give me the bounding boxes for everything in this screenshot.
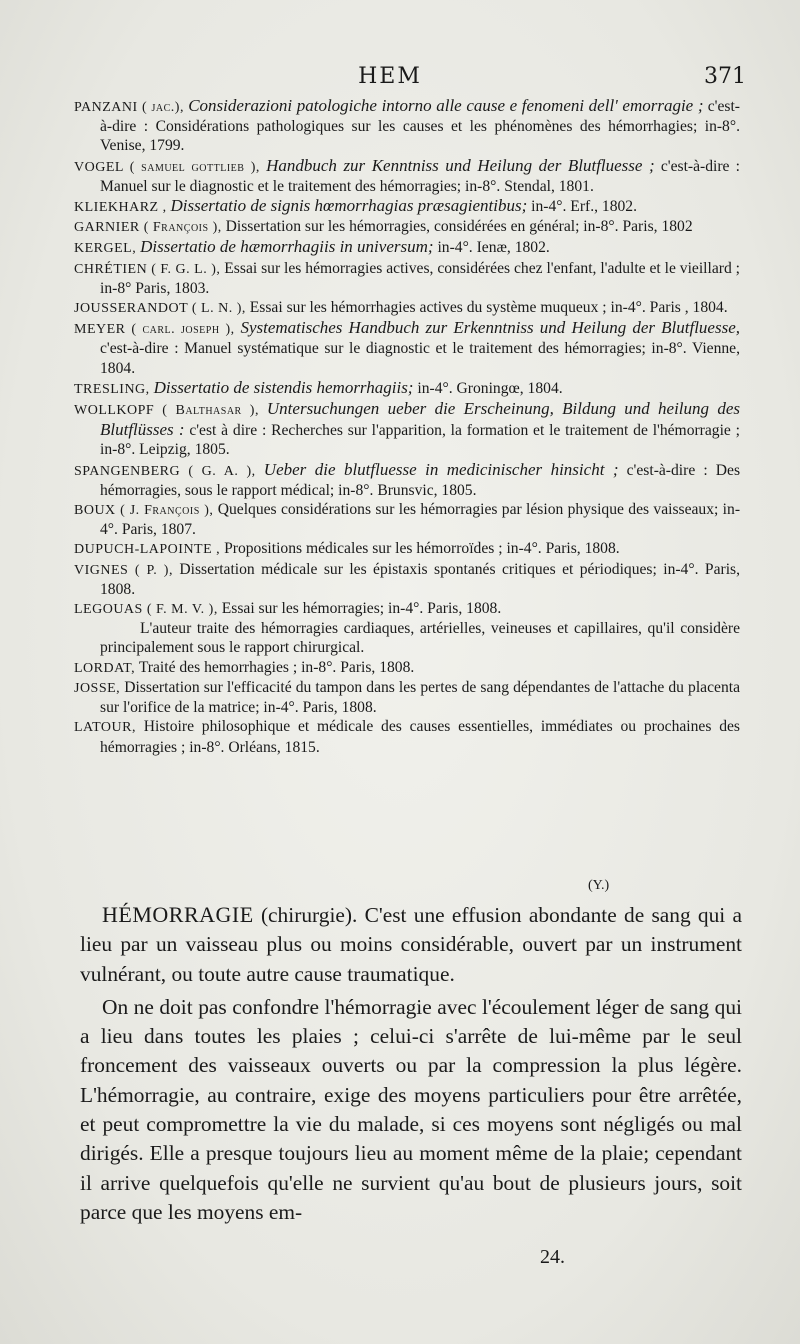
entry-title: Dissertatio de sistendis hemorrhagiis; — [153, 377, 414, 397]
entry-details: c'est-à-dire : Considérations pathologiques sur les causes et les phénomènes des hémorrhagies; in-8°. Venise, 1799. — [100, 98, 740, 155]
bibliography-entry — [74, 259, 740, 298]
page-header — [0, 64, 800, 98]
bibliography-entry — [74, 196, 740, 217]
article-paragraph-text: (chirurgie). C'est une effusion abondante de sang qui a lieu par un vaisseau plus ou moins considérable, ouvert par un instrument vulnérant, ou toute autre cause traumatique. — [80, 903, 742, 986]
bibliography-entry — [74, 378, 740, 399]
entry-author: SPANGENBERG ( G. A. ), — [74, 463, 256, 479]
entry-details: Essai sur les hémorragies actives, considérées chez l'enfant, l'adulte et le vieillard ; in-8° Paris, 1803. — [100, 259, 740, 297]
entry-details: Dissertation médicale sur les épistaxis spontanés critiques et périodiques; in-4°. Paris, 1808. — [100, 560, 740, 598]
entry-author: MEYER ( carl. joseph ), — [74, 322, 235, 338]
article-paragraph — [80, 900, 742, 989]
entry-details: c'est à dire : Recherches sur l'apparition, la formation et le traitement de l'hémorragie ; in-8°. Leipzig, 1805. — [100, 422, 740, 459]
entry-details: c'est-à-dire : Manuel systématique sur le diagnostic et le traitement des hémorragies; in-8°. Vienne, 1804. — [100, 340, 740, 377]
bibliography-entry — [74, 96, 740, 156]
entry-title: Dissertatio de hæmorrhagiis in universum; — [140, 237, 434, 257]
bibliography-comment: L'auteur traite des hémorragies cardiaques, artérielles, veineuses et capillaires, qu'il considère principalement sous le rapport chirurgical. — [100, 620, 740, 657]
bibliography-entry — [74, 237, 740, 258]
entry-author: VOGEL ( samuel gottlieb ), — [74, 159, 260, 175]
bibliography-entry — [74, 156, 740, 196]
entry-details: Propositions médicales sur les hémorroïdes ; in-4°. Paris, 1808. — [224, 540, 620, 558]
bibliography-list — [74, 96, 740, 757]
entry-details: Dissertation sur l'efficacité du tampon dans les pertes de sang dépendantes de l'attache du placenta sur l'orifice de la matrice; in-4°. Paris, 1808. — [100, 678, 740, 717]
entry-author: KLIEKHARZ , — [74, 200, 167, 216]
entry-title: Systematisches Handbuch zur Erkenntniss und Heilung der Blutfluesse, — [240, 318, 741, 338]
entry-details: in-4°. Groningœ, 1804. — [417, 379, 563, 397]
bibliography-entry — [74, 460, 740, 500]
running-head: HEM — [358, 64, 422, 89]
entry-author: WOLLKOPF ( Balthasar ), — [74, 403, 259, 419]
page-number: 371 — [704, 64, 746, 89]
bibliography-entry — [74, 318, 740, 378]
entry-author: GARNIER ( François ), — [74, 220, 222, 236]
entry-details: in-4°. Erf., 1802. — [531, 198, 638, 216]
entry-details: c'est-à-dire : Manuel sur le diagnostic et le traitement des hémorragies; in-8°. Stendal, 1801. — [100, 157, 740, 195]
entry-title: Ueber die blutfluesse in medicinischer hinsicht ; — [263, 459, 619, 479]
article-body — [80, 900, 742, 1227]
bibliography-entry — [74, 599, 740, 619]
entry-title: Handbuch zur Kenntniss und Heilung der Blutfluesse ; — [266, 155, 655, 175]
bibliography-entry — [74, 539, 740, 559]
bibliography-entry — [74, 298, 740, 318]
bibliography-entry — [74, 217, 740, 237]
entry-details: Essai sur les hémorrhagies actives du système muqueux ; in-4°. Paris , 1804. — [249, 299, 728, 317]
entry-author: TRESLING, — [74, 381, 150, 397]
entry-author: JOUSSERANDOT ( L. N. ), — [74, 301, 246, 317]
entry-details: c'est-à-dire : Des hémorragies, sous le rapport médical; in-8°. Brunsvic, 1805. — [100, 461, 741, 499]
entry-title: Untersuchungen ueber die Erscheinung, Bildung und heilung des Blutflüsses : — [100, 399, 740, 440]
entry-title: Dissertatio de signis hœmorrhagias præsagientibus; — [170, 196, 528, 216]
entry-details: Histoire philosophique et médicale des causes essentielles, immédiates ou prochaines des hémorragies ; in-8°. Orléans, 1815. — [100, 718, 740, 756]
entry-author: JOSSE, — [74, 680, 121, 696]
entry-author: VIGNES ( P. ), — [74, 562, 173, 578]
signature-mark: 24. — [540, 1246, 565, 1268]
entry-author: LATOUR, — [74, 720, 136, 736]
bibliography-entry — [74, 658, 740, 678]
entry-author: KERGEL, — [74, 241, 137, 257]
article-paragraph: On ne doit pas confondre l'hémorragie avec l'écoulement léger de sang qui a lieu dans toutes les plaies ; celui-ci s'arrête de lui-même par le seul froncement des vaisseaux ouverts ou par la compression la plus légère. L'hémorragie, au contraire, exige des moyens particuliers pour être arrêtée, et peut compromettre la vie du malade, si ces moyens sont négligés ou mal dirigés. Elle a presque toujours lieu au moment même de la plaie; cependant il arrive quelquefois qu'elle ne survient qu'au bout de plusieurs jours, soit parce que les moyens em- — [80, 994, 742, 1224]
bibliography-entry — [74, 399, 740, 460]
entry-author: DUPUCH-LAPOINTE , — [74, 542, 221, 558]
entry-author: LEGOUAS ( F. M. V. ), — [74, 602, 218, 618]
bibliography-entry — [74, 678, 740, 717]
entry-author: PANZANI ( jac.), — [74, 100, 184, 115]
author-signature: (Y.) — [588, 878, 610, 893]
bibliography-entry — [74, 500, 740, 539]
entry-author: CHRÉTIEN ( F. G. L. ), — [74, 261, 221, 277]
entry-author: BOUX ( J. François ), — [74, 503, 214, 519]
entry-details: Traité des hemorrhagies ; in-8°. Paris, 1808. — [138, 658, 415, 676]
entry-title: Considerazioni patologiche intorno alle cause e fenomeni dell' emorragie ; — [188, 96, 704, 115]
entry-details: Dissertation sur les hémorragies, considérées en général; in-8°. Paris, 1802 — [225, 218, 693, 236]
entry-details: Essai sur les hémorragies; in-4°. Paris, 1808. — [221, 600, 502, 618]
bibliography-entry — [74, 717, 740, 756]
entry-details: in-4°. Ienæ, 1802. — [437, 239, 550, 257]
entry-details: Quelques considérations sur les hémorragies par lésion physique des vaisseaux; in-4°. Paris, 1807. — [100, 501, 741, 539]
bibliography-entry — [74, 560, 740, 599]
entry-author: LORDAT, — [74, 660, 136, 676]
article-heading: HÉMORRAGIE — [102, 902, 254, 927]
